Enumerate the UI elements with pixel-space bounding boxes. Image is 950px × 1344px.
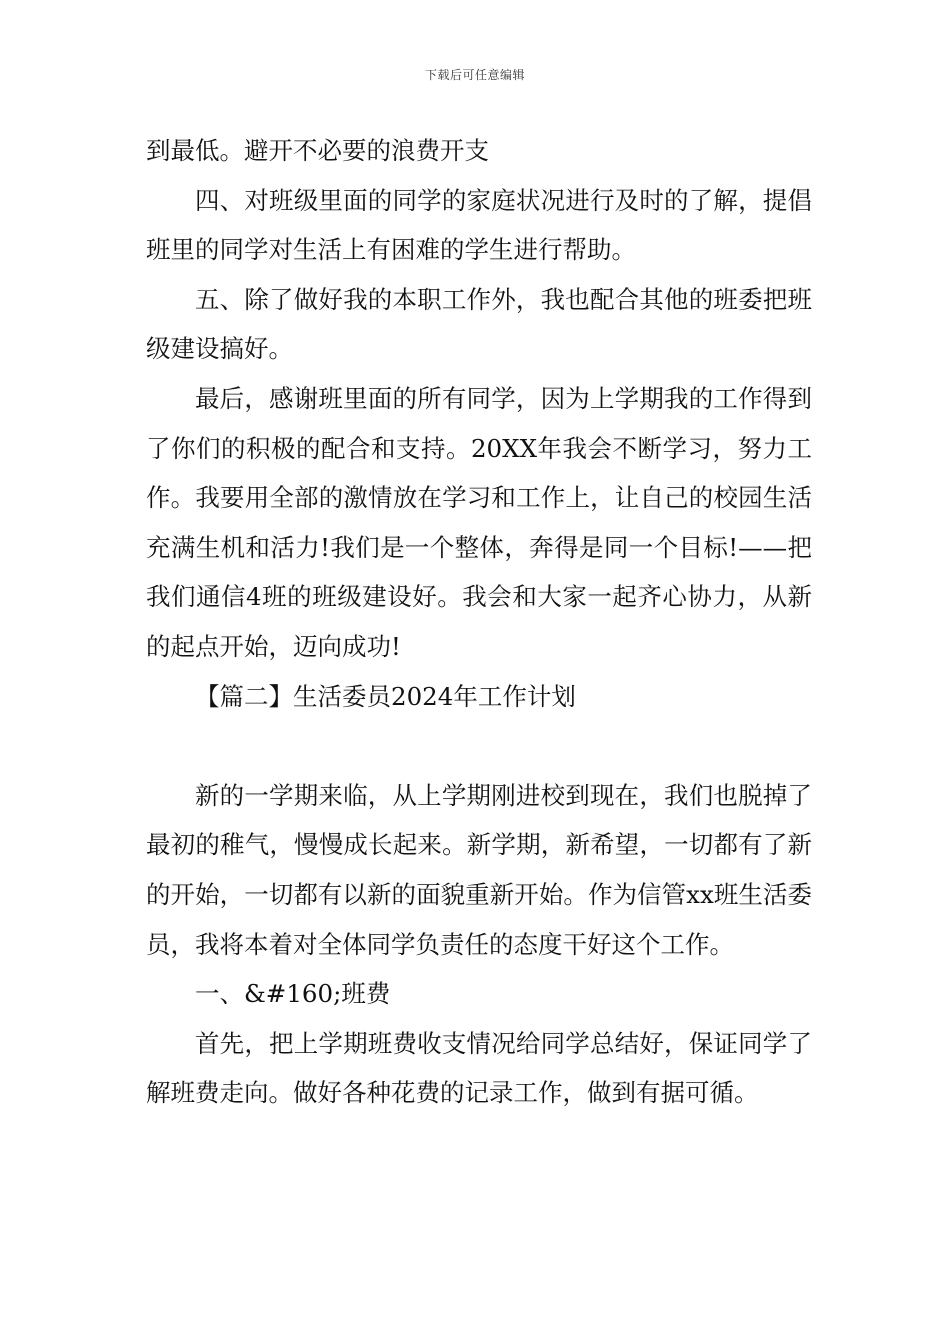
- subheading-class-fee: 一、&#160;班费: [195, 979, 391, 1009]
- paragraph-2: 四、对班级里面的同学的家庭状况进行及时的了解，提倡班里的同学对生活上有困难的学生进行帮助。: [146, 185, 812, 265]
- paragraph-1: 到最低。避开不必要的浪费开支: [146, 136, 489, 165]
- document-body: [146, 126, 812, 1118]
- paragraph-6: 首先，把上学期班费收支情况给同学总结好，保证同学了解班费走向。做好各种花费的记录工作，做到有据可循。: [146, 1028, 812, 1108]
- section-title: 【篇二】生活委员2024年工作计划: [195, 681, 576, 711]
- paragraph-4: 最后，感谢班里面的所有同学，因为上学期我的工作得到了你们的积极的配合和支持。20XX年我会不断学习，努力工作。我要用全部的激情放在学习和工作上，让自己的校园生活充满生机和活力!我们是一个整体，奔得是同一个目标!——把我们通信4班的班级建设好。我会和大家一起齐心协力，从新的起点开始，迈向成功!: [146, 383, 812, 661]
- paragraph-5: 新的一学期来临，从上学期刚进校到现在，我们也脱掉了最初的稚气，慢慢成长起来。新学期，新希望，一切都有了新的开始，一切都有以新的面貌重新开始。作为信管xx班生活委员，我将本着对全体同学负责任的态度干好这个工作。: [146, 780, 812, 959]
- paragraph-3: 五、除了做好我的本职工作外，我也配合其他的班委把班级建设搞好。: [146, 284, 812, 364]
- page-header: 下载后可任意编辑: [424, 68, 525, 82]
